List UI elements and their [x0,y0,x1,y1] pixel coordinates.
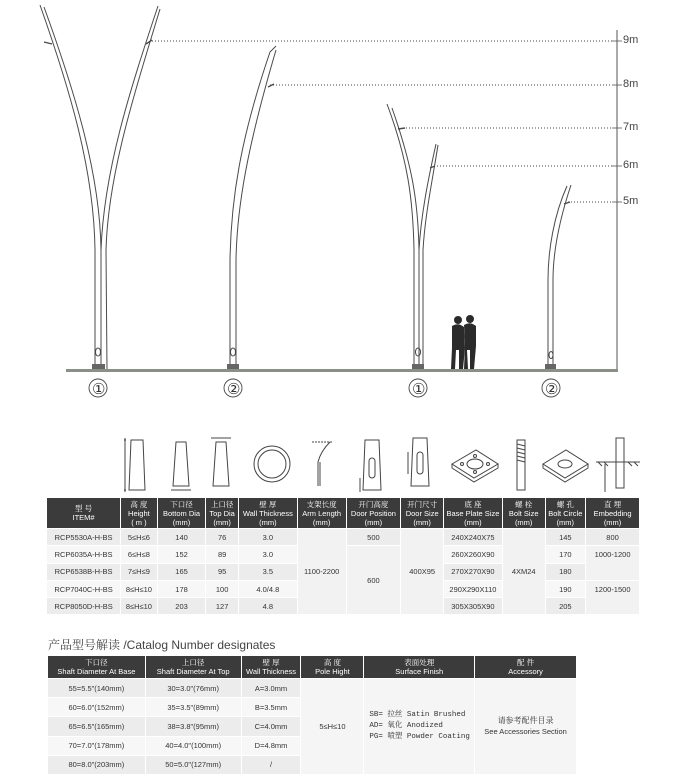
cell-base: 70=7.0"(178mm) [48,736,146,755]
cell-base-plate: 270X270X90 [443,563,502,580]
cell-wall: A=3.0mm [241,679,301,698]
pole-2-single-arm [230,46,276,369]
cell-top: 50=5.0"(127mm) [145,755,241,774]
cell-bottom-dia: 140 [157,529,206,546]
cell-wall: D=4.8mm [241,736,301,755]
cell-door-position: 500 [346,529,401,546]
cell-top-dia: 127 [206,598,238,615]
col-header-base-plate: 底 座 Base Plate Size (mm) [443,498,502,529]
cell-wall-thickness: 3.5 [238,563,297,580]
cell-embedding: 1000-1200 [586,546,640,581]
col-header-wall-thickness: 壁 厚 Wall Thickness (mm) [238,498,297,529]
cell-bottom-dia: 203 [157,598,206,615]
col-header-embedding: 直 埋 Embedding (mm) [586,498,640,529]
cat-header-finish: 表面处理 Surface Finish [364,656,475,679]
cell-item: RCP8050D-H-BS [47,598,121,615]
pole-number-1: ① [92,381,106,398]
col-header-door-size: 开门尺寸 Door Size (mm) [401,498,444,529]
height-label-8m: 8m [623,78,639,90]
catalog-header-row [48,656,577,679]
ground-line [66,369,618,372]
cell-wall: / [241,755,301,774]
cat-header-base: 下口径 Shaft Diameter At Base [48,656,146,679]
cell-surface-finish [364,679,475,775]
cell-bottom-dia: 165 [157,563,206,580]
cell-door-size: 400X95 [401,529,444,615]
spec-table [46,497,640,615]
bolt-size-icon [517,440,525,490]
col-header-height: 高 度 Height ( m ) [121,498,158,529]
table-row [48,679,577,698]
cell-wall-thickness: 4.8 [238,598,297,615]
cat-header-height: 高 度 Pole Hight [301,656,364,679]
pole-2-door [231,348,236,356]
embedding-icon [596,438,640,492]
finish-powder-coating: PG= 喷塑 Powder Coating [369,732,470,741]
col-header-arm-length: 支架长度 Arm Length (mm) [297,498,346,529]
cat-header-top: 上口径 Shaft Diameter At Top [145,656,241,679]
cat-header-accessory: 配 件 Accessory [475,656,577,679]
cell-top: 40=4.0"(100mm) [145,736,241,755]
wall-thickness-icon [254,446,290,482]
catalog-table [47,655,577,775]
cell-top-dia: 100 [206,580,238,597]
pole-4-door [549,352,553,359]
accessory-en: See Accessories Section [484,727,567,737]
col-header-item: 型 号 ITEM# [47,498,121,529]
cell-arm-length: 1100-2200 [297,529,346,615]
arm-length-icon [312,442,332,486]
door-position-icon [360,440,381,492]
bolt-circle-icon [543,450,588,482]
door-size-icon [408,438,429,486]
cell-top: 35=3.5"(89mm) [145,698,241,717]
pole-4-single-arm [548,185,571,369]
cell-bolt-size: 4XM24 [502,529,545,615]
cell-wall-thickness: 3.0 [238,529,297,546]
cell-top: 38=3.8"(95mm) [145,717,241,736]
pole-3-base [412,364,424,369]
cell-base: 60=6.0"(152mm) [48,698,146,717]
cell-height: 5≤H≤6 [121,529,158,546]
cell-wall: C=4.0mm [241,717,301,736]
cell-base-plate: 260X260X90 [443,546,502,563]
col-header-bolt-size: 螺 栓 Bolt Size (mm) [502,498,545,529]
cell-bolt-circle: 145 [545,529,586,546]
cell-bottom-dia: 152 [157,546,206,563]
height-label-9m: 9m [623,34,639,46]
pole-number-4: ② [545,381,559,398]
cell-base-plate: 240X240X75 [443,529,502,546]
cell-top-dia: 95 [206,563,238,580]
height-label-6m: 6m [623,159,639,171]
top-dia-icon [211,438,231,486]
cell-base: 65=6.5"(165mm) [48,717,146,736]
base-plate-icon [452,450,498,482]
cell-base: 55=5.5"(140mm) [48,679,146,698]
table-row [47,529,640,546]
col-header-top-dia: 上口径 Top Dia (mm) [206,498,238,529]
cell-item: RCP5530A-H-BS [47,529,121,546]
pole-number-3: ① [412,381,426,398]
cell-height: 6≤H≤8 [121,546,158,563]
height-icon [124,438,145,492]
pole-3-double-arm [387,104,438,369]
cell-height: 7≤H≤9 [121,563,158,580]
cell-embedding: 1200-1500 [586,580,640,615]
col-header-bolt-circle: 螺 孔 Bolt Circle (mm) [545,498,586,529]
cell-base-plate: 305X305X90 [443,598,502,615]
cell-bolt-circle: 190 [545,580,586,597]
cell-top-dia: 76 [206,529,238,546]
height-label-5m: 5m [623,195,639,207]
cell-item: RCP6035A-H-BS [47,546,121,563]
cat-header-wall: 壁 厚 Wall Thickness [241,656,301,679]
col-header-bottom-dia: 下口径 Bottom Dia (mm) [157,498,206,529]
pole-1-double-arm [40,5,160,369]
cell-bottom-dia: 178 [157,580,206,597]
bottom-dia-icon [171,442,191,490]
cell-wall: B=3.5mm [241,698,301,717]
cell-bolt-circle: 170 [545,546,586,563]
col-header-door-position: 开门高度 Door Position (mm) [346,498,401,529]
cell-accessory [475,679,577,775]
catalog-title: 产品型号解读 /Catalog Number designates [48,638,276,652]
cell-top-dia: 89 [206,546,238,563]
cell-wall-thickness: 4.0/4.8 [238,580,297,597]
pole-4-base [545,364,556,369]
cell-embedding: 800 [586,529,640,546]
cell-height: 8≤H≤10 [121,598,158,615]
finish-anodized: AD= 氧化 Anodized [369,721,443,730]
height-label-7m: 7m [623,121,639,133]
cell-bolt-circle: 180 [545,563,586,580]
pole-3-door [416,348,421,356]
cell-height: 8≤H≤10 [121,580,158,597]
cell-item: RCP6538B-H-BS [47,563,121,580]
accessory-cn: 请参考配件目录 [497,716,554,726]
cell-top: 30=3.0"(76mm) [145,679,241,698]
pole-1-base [92,364,105,369]
dimension-icons-row [0,436,688,498]
cell-base-plate: 290X290X110 [443,580,502,597]
pole-1-door [96,348,101,356]
spec-header-row [47,498,640,529]
cell-wall-thickness: 3.0 [238,546,297,563]
cell-item: RCP7040C-H-BS [47,580,121,597]
cell-pole-height: 5≤H≤10 [301,679,364,775]
cell-bolt-circle: 205 [545,598,586,615]
finish-satin-brushed: SB= 拉丝 Satin Brushed [369,710,466,719]
pole-number-2: ② [227,381,241,398]
cell-door-position: 600 [346,546,401,615]
people-silhouette [451,315,476,369]
pole-2-base [227,364,239,369]
cell-base: 80=8.0"(203mm) [48,755,146,774]
